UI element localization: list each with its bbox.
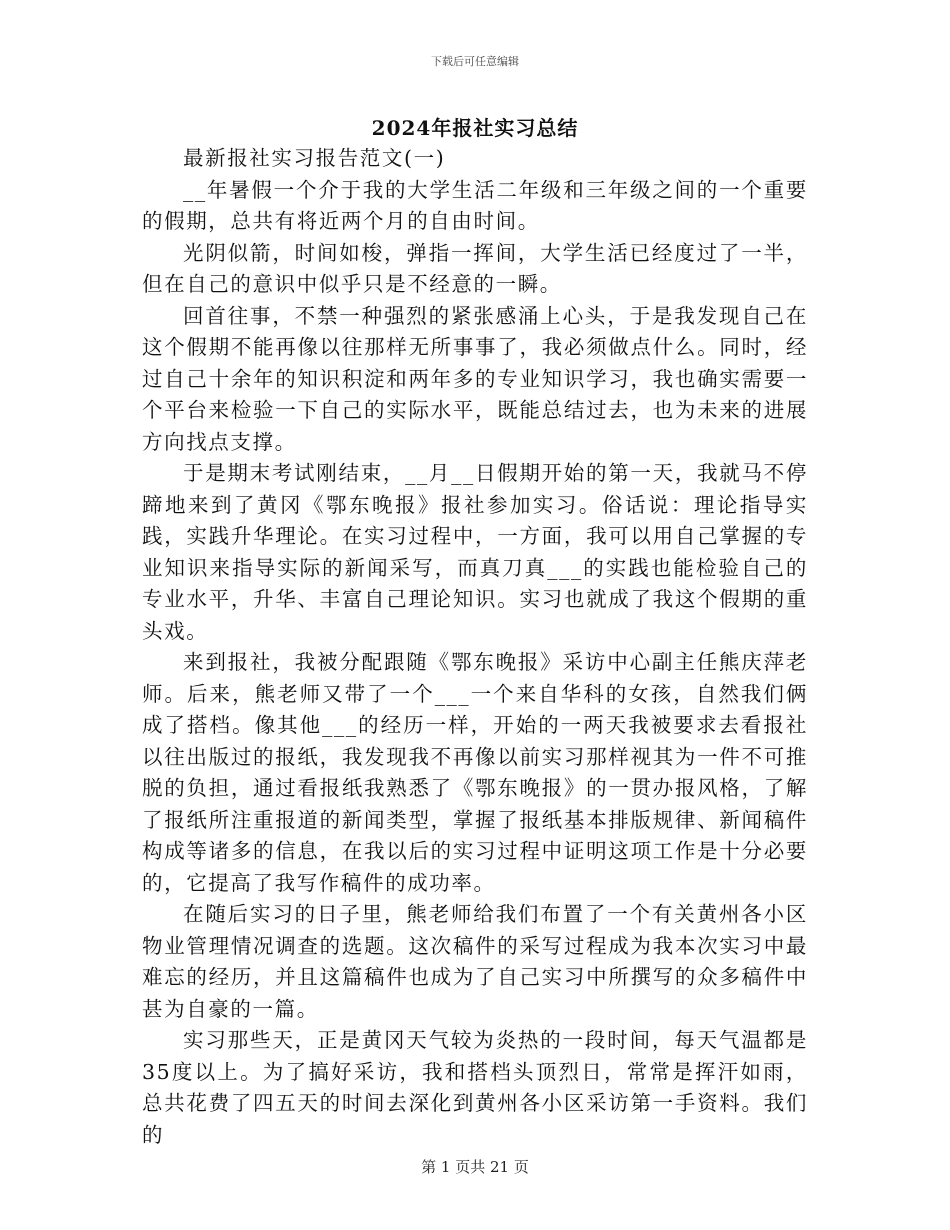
body-paragraph: 光阴似箭，时间如梭，弹指一挥间，大学生活已经度过了一半，但在自己的意识中似乎只是不经意的一瞬。 — [142, 240, 808, 296]
section-heading: 最新报社实习报告范文(一) — [183, 146, 446, 170]
header-note: 下载后可任意编辑 — [431, 55, 519, 68]
body-paragraph: 来到报社，我被分配跟随《鄂东晚报》采访中心副主任熊庆萍老师。后来，熊老师又带了一个___一个来自华科的女孩，自然我们俩成了搭档。像其他___的经历一样，开始的一两天我被要求去看报社以往出版过的报纸，我发现我不再像以前实习那样视其为一件不可推脱的负担，通过看报纸我熟悉了《鄂东晚报》的一贯办报风格，了解了报纸所注重报道的新闻类型，掌握了报纸基本排版规律、新闻稿件构成等诸多的信息，在我以后的实习过程中证明这项工作是十分必要的，它提高了我写作稿件的成功率。 — [142, 650, 808, 895]
body-paragraph: 在随后实习的日子里，熊老师给我们布置了一个有关黄州各小区物业管理情况调查的选题。这次稿件的采写过程成为我本次实习中最难忘的经历，并且这篇稿件也成为了自己实习中所撰写的众多稿件中甚为自豪的一篇。 — [142, 902, 808, 1021]
body-paragraph: __年暑假一个介于我的大学生活二年级和三年级之间的一个重要的假期，总共有将近两个月的自由时间。 — [142, 177, 808, 233]
body-paragraph: 实习那些天，正是黄冈天气较为炎热的一段时间，每天气温都是35度以上。为了搞好采访，我和搭档头顶烈日，常常是挥汗如雨，总共花费了四五天的时间去深化到黄州各小区采访第一手资料。我们的 — [142, 1028, 808, 1147]
body-paragraph: 回首往事，不禁一种强烈的紧张感涌上心头，于是我发现自己在这个假期不能再像以往那样无所事事了，我必须做点什么。同时，经过自己十余年的知识积淀和两年多的专业知识学习，我也确实需要一个平台来检验一下自己的实际水平，既能总结过去，也为未来的进展方向找点支撑。 — [142, 303, 808, 454]
document-body — [142, 143, 808, 1151]
document-title: 2024年报社实习总结 — [371, 116, 579, 140]
body-paragraph: 于是期末考试刚结束，__月__日假期开始的第一天，我就马不停蹄地来到了黄冈《鄂东晚报》报社参加实习。俗话说：理论指导实践，实践升华理论。在实习过程中，一方面，我可以用自己掌握的专业知识来指导实际的新闻采写，而真刀真___的实践也能检验自己的专业水平，升华、丰富自己理论知识。实习也就成了我这个假期的重头戏。 — [142, 461, 808, 643]
page-number-footer: 第 1 页共 21 页 — [421, 1158, 529, 1176]
